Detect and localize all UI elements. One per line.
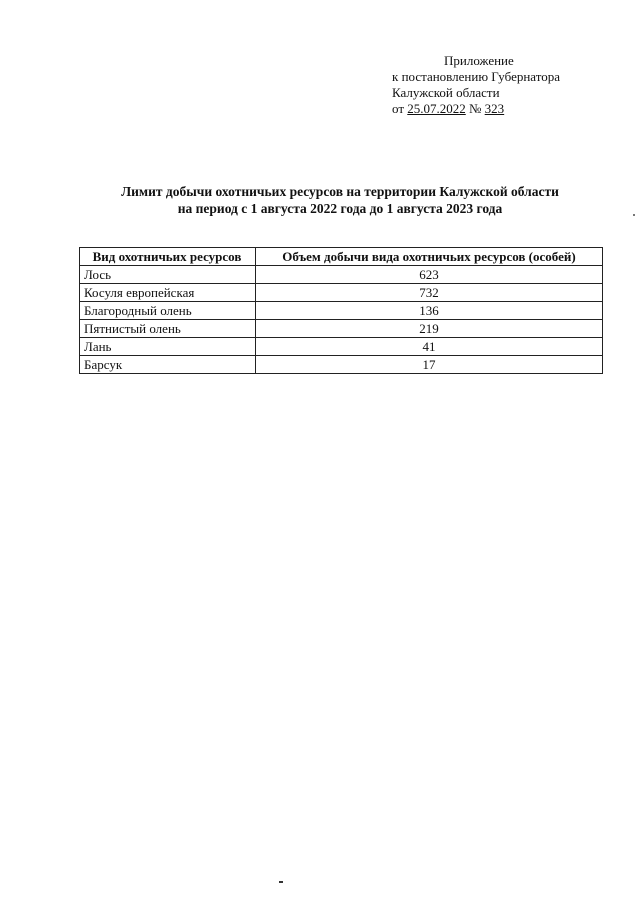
- appendix-date: 25.07.2022: [407, 101, 466, 116]
- appendix-block: [392, 53, 560, 117]
- volume-cell: 219: [256, 320, 603, 338]
- appendix-region: Калужской области: [392, 85, 500, 100]
- appendix-number: 323: [484, 101, 505, 116]
- document-title-line-2: на период с 1 августа 2022 года до 1 августа 2023 года: [177, 201, 503, 216]
- table-header-row: [80, 248, 603, 266]
- volume-cell: 732: [256, 284, 603, 302]
- table-row: [80, 356, 603, 374]
- table-row: [80, 320, 603, 338]
- table-row: [80, 338, 603, 356]
- document-title: [60, 183, 620, 217]
- volume-cell: 136: [256, 302, 603, 320]
- species-cell: Барсук: [80, 356, 256, 374]
- table-row: [80, 266, 603, 284]
- appendix-number-sign: №: [469, 101, 482, 116]
- appendix-date-prefix: от: [392, 101, 405, 116]
- appendix-date-line: [392, 101, 560, 117]
- scan-speck: [633, 214, 635, 216]
- column-header-species: Вид охотничьих ресурсов: [80, 248, 256, 266]
- species-cell: Лань: [80, 338, 256, 356]
- hunting-limits-table: [79, 247, 603, 374]
- scan-mark: [279, 881, 283, 883]
- species-cell: Пятнистый олень: [80, 320, 256, 338]
- species-cell: Косуля европейская: [80, 284, 256, 302]
- table-row: [80, 302, 603, 320]
- species-cell: Лось: [80, 266, 256, 284]
- appendix-resolution-ref: к постановлению Губернатора: [392, 69, 561, 84]
- volume-cell: 623: [256, 266, 603, 284]
- document-title-line-1: Лимит добычи охотничьих ресурсов на территории Калужской области: [121, 184, 559, 199]
- volume-cell: 17: [256, 356, 603, 374]
- species-cell: Благородный олень: [80, 302, 256, 320]
- column-header-volume: Объем добычи вида охотничьих ресурсов (особей): [256, 248, 603, 266]
- table-row: [80, 284, 603, 302]
- volume-cell: 41: [256, 338, 603, 356]
- appendix-title: Приложение: [444, 53, 514, 68]
